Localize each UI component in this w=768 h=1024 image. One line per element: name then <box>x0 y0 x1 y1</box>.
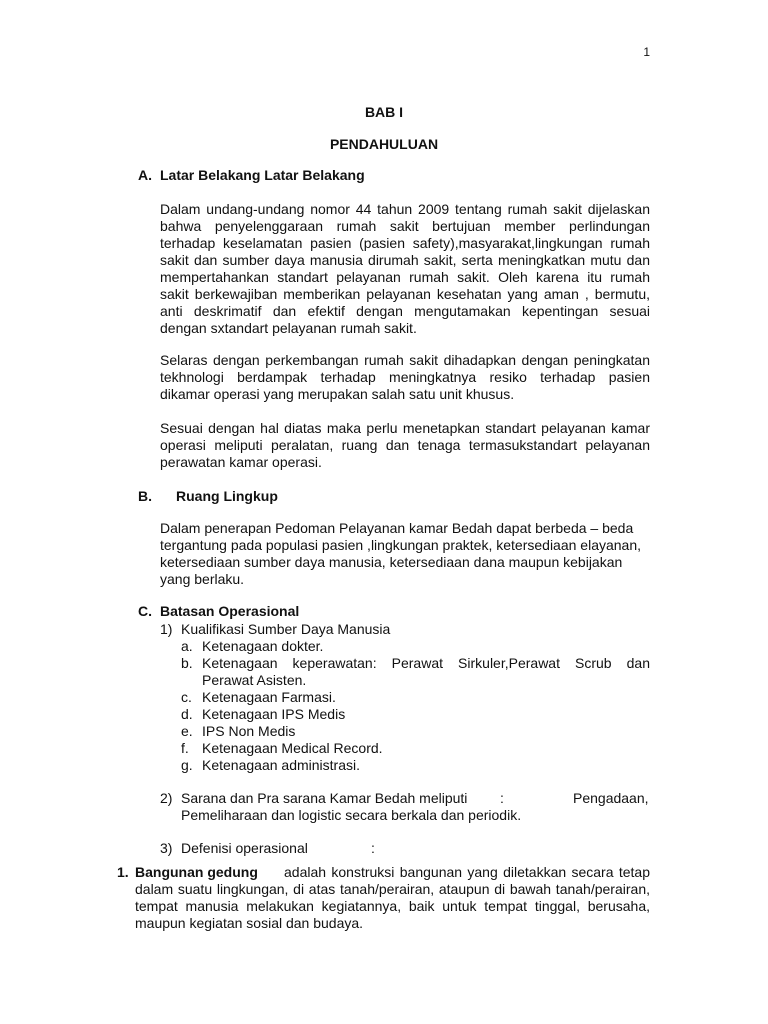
text-line: anti deskrimatif dan efektif dengan mengutamakan kepentingan sesuai <box>160 303 650 319</box>
text-line: dikamar operasi yang merupakan salah satu unit khusus. <box>160 386 515 402</box>
definition-1-term: Bangunan gedung <box>135 864 258 880</box>
text-line: tergantung pada populasi pasien ,lingkungan praktek, ketersediaan elayanan, <box>160 537 642 553</box>
item-3-number: 3) <box>160 840 173 856</box>
sub-item-label: c. <box>181 689 192 705</box>
sub-item-label: f. <box>181 740 189 756</box>
item-2-colon: : <box>500 790 504 806</box>
chapter-label: BAB I <box>364 104 404 120</box>
section-a-label: A. <box>138 167 152 183</box>
text-line: yang berlaku. <box>160 571 245 587</box>
item-2-text: Sarana dan Pra sarana Kamar Bedah meliputi <box>181 790 468 806</box>
text-line: adalah konstruksi bangunan yang diletakkan secara tetap <box>284 864 650 880</box>
text-line: perawatan kamar operasi. <box>160 454 322 470</box>
text-line: Ketenagaan keperawatan: Perawat Sirkuler,Perawat Scrub dan <box>202 655 650 671</box>
sub-item-text: IPS Non Medis <box>202 723 296 739</box>
section-c-label: C. <box>138 603 152 619</box>
section-a-paragraph-2 <box>160 352 650 403</box>
section-c-heading: Batasan Operasional <box>160 603 300 619</box>
section-a-paragraph-1 <box>160 201 650 337</box>
text-line: mempertahankan standart pelayanan rumah sakit. Oleh karena itu rumah <box>160 269 650 285</box>
item-3-text: Defenisi operasional <box>181 840 308 856</box>
item-1-number: 1) <box>160 621 173 637</box>
text-line: dengan sxtandart pelayanan rumah sakit. <box>160 320 417 336</box>
text-line: dalam suatu lingkungan, di atas tanah/perairan, ataupun di bawah tanah/perairan, <box>135 881 650 897</box>
text-line: tekhnologi berdampak terhadap meningkatnya resiko terhadap pasien <box>160 369 650 385</box>
text-line: maupun kegiatan sosial dan budaya. <box>135 915 364 931</box>
text-line: tempat manusia melakukan kegiatannya, baik untuk tempat tinggal, berusaha, <box>135 898 650 914</box>
text-line: Perawat Asisten. <box>202 672 307 688</box>
sub-item-text: Ketenagaan Farmasi. <box>202 689 336 705</box>
text-line: sakit berkewajiban memberikan pelayanan kesehatan yang aman , bermutu, <box>160 286 650 302</box>
text-line: operasi meliputi peralatan, ruang dan tenaga termasukstandart pelayanan <box>160 437 650 453</box>
definition-1-first-line <box>284 864 650 881</box>
definition-1-number: 1. <box>117 864 129 880</box>
section-a-heading: Latar Belakang Latar Belakang <box>160 167 365 183</box>
section-a-paragraph-3 <box>160 420 650 471</box>
sub-item-text <box>202 655 650 689</box>
text-line: bahwa penyelenggaraan rumah sakit bertujuan member perlindungan <box>160 218 650 234</box>
text-line: Sesuai dengan hal diatas maka perlu menetapkan standart pelayanan kamar <box>160 420 650 436</box>
page-number: 1 <box>643 45 650 59</box>
item-1-text: Kualifikasi Sumber Daya Manusia <box>181 621 391 637</box>
sub-item-label: a. <box>181 638 193 654</box>
item-3-colon: : <box>371 840 375 856</box>
section-b-label: B. <box>138 488 152 504</box>
sub-item-text: Ketenagaan IPS Medis <box>202 706 346 722</box>
definition-1-body <box>135 881 650 932</box>
item-2-number: 2) <box>160 790 173 806</box>
text-line: Dalam undang-undang nomor 44 tahun 2009 tentang rumah sakit dijelaskan <box>160 201 650 217</box>
section-b-heading: Ruang Lingkup <box>176 488 278 504</box>
text-line: terhadap keselamatan pasien (pasien safety),masyarakat,lingkungan rumah <box>160 235 650 251</box>
sub-item-label: e. <box>181 723 193 739</box>
item-2-text-end: Pengadaan, <box>573 790 649 806</box>
sub-item-label: d. <box>181 706 193 722</box>
item-2-text-continued: Pemeliharaan dan logistic secara berkala dan periodik. <box>181 807 522 823</box>
text-line: ketersediaan sumber daya manusia, ketersediaan dana maupun kebijakan <box>160 554 623 570</box>
text-line: Selaras dengan perkembangan rumah sakit dihadapkan dengan peningkatan <box>160 352 650 368</box>
sub-item-label: g. <box>181 757 193 773</box>
sub-item-text: Ketenagaan dokter. <box>202 638 324 654</box>
sub-item-text: Ketenagaan administrasi. <box>202 757 360 773</box>
sub-item-text: Ketenagaan Medical Record. <box>202 740 383 756</box>
text-line: sakit dan sumber daya manusia dirumah sakit, serta meningkatkan mutu dan <box>160 252 650 268</box>
section-b-paragraph-1 <box>160 520 650 588</box>
chapter-title: PENDAHULUAN <box>329 136 439 152</box>
text-line: Dalam penerapan Pedoman Pelayanan kamar Bedah dapat berbeda – beda <box>160 520 634 536</box>
sub-item-label: b. <box>181 655 193 671</box>
